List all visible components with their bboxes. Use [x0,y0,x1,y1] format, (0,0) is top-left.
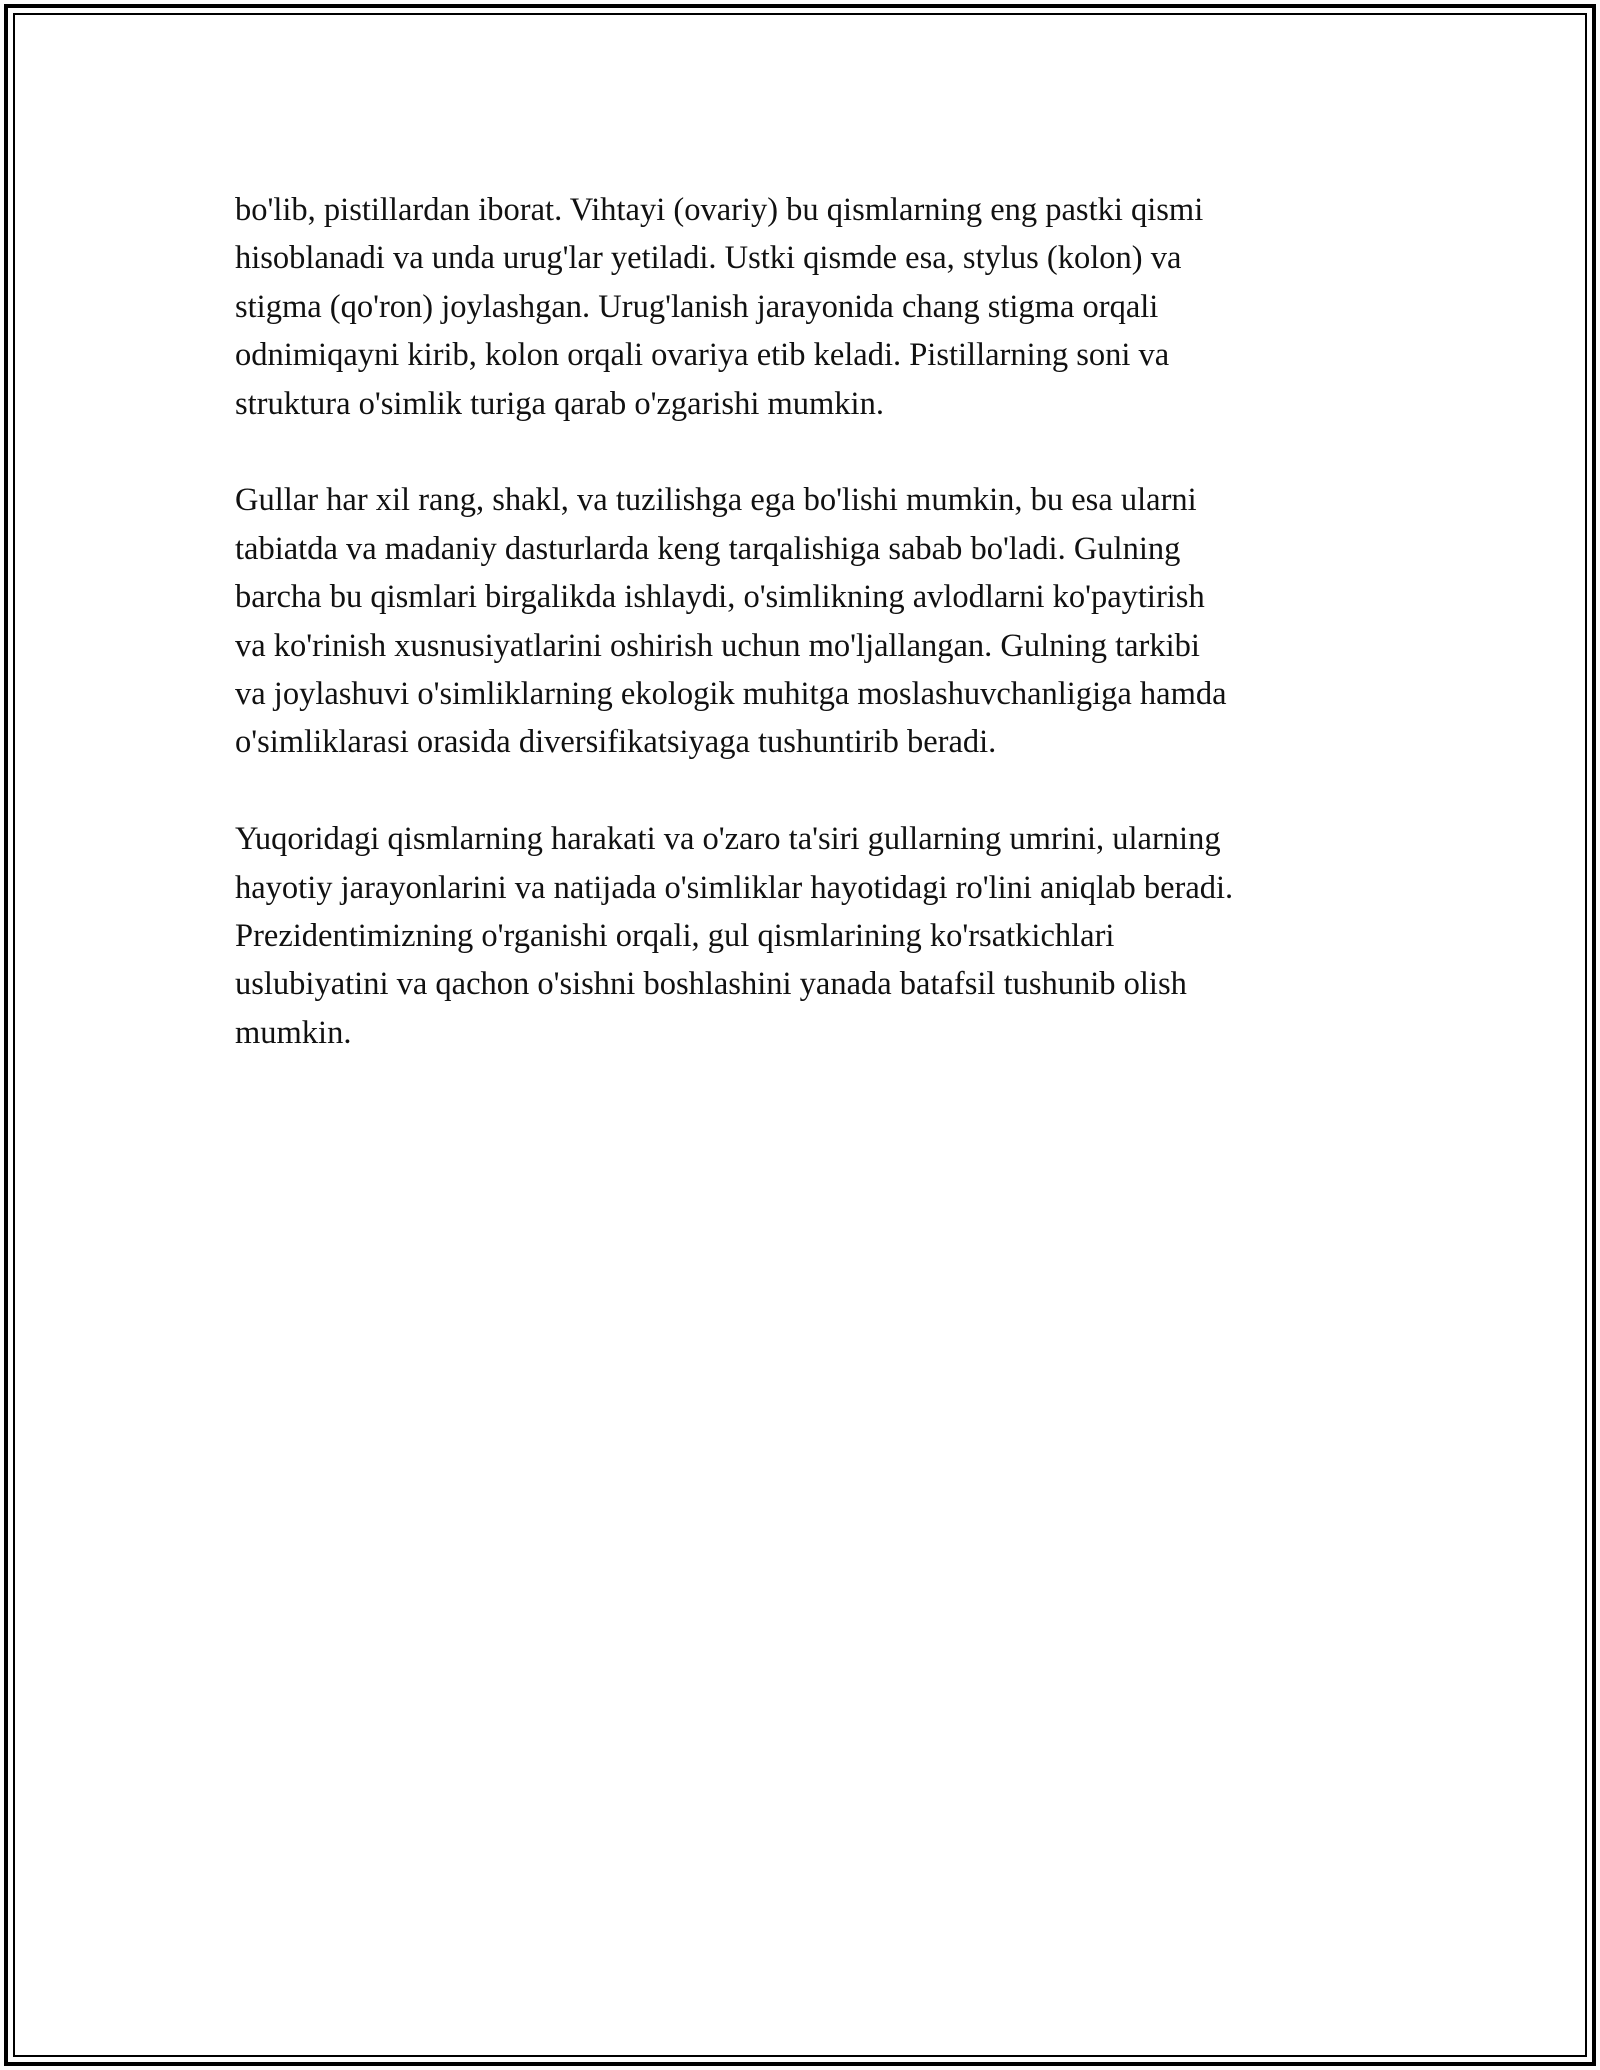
paragraph-line: Gullar har xil rang, shakl, va tuzilishga ega bo'lishi mumkin, bu esa ularni [235,482,1197,519]
paragraph-line: Prezidentimizning o'rganishi orqali, gul qismlarining ko'rsatkichlari [235,918,1115,955]
paragraph-line: uslubiyatini va qachon o'sishni boshlashini yanada batafsil tushunib olish [235,966,1187,1003]
paragraph-2 [235,476,1365,766]
paragraph-line: tabiatda va madaniy dasturlarda keng tarqalishiga sabab bo'ladi. Gulning [235,530,1181,567]
paragraph-line: o'simliklarasi orasida diversifikatsiyaga tushuntirib beradi. [235,724,997,761]
paragraph-line: hisoblanadi va unda urug'lar yetiladi. Ustki qismde esa, stylus (kolon) va [235,240,1182,277]
paragraph-line: stigma (qo'ron) joylashgan. Urug'lanish jarayonida chang stigma orqali [235,288,1159,325]
document-body [235,186,1365,1106]
paragraph-1 [235,186,1365,428]
paragraph-line: struktura o'simlik turiga qarab o'zgarishi mumkin. [235,385,884,422]
paragraph-line: barcha bu qismlari birgalikda ishlaydi, o'simlikning avlodlarni ko'paytirish [235,579,1205,616]
paragraph-line: va joylashuvi o'simliklarning ekologik muhitga moslashuvchanligiga hamda [235,676,1227,713]
paragraph-line: Yuqoridagi qismlarning harakati va o'zaro ta'siri gullarning umrini, ularning [235,821,1221,858]
paragraph-3 [235,815,1365,1057]
paragraph-line: hayotiy jarayonlarini va natijada o'simliklar hayotidagi ro'lini aniqlab beradi. [235,869,1234,906]
paragraph-line: odnimiqayni kirib, kolon orqali ovariya etib keladi. Pistillarning soni va [235,337,1170,374]
paragraph-line: va ko'rinish xusnusiyatlarini oshirish uchun mo'ljallangan. Gulning tarkibi [235,627,1200,664]
paragraph-line: bo'lib, pistillardan iborat. Vihtayi (ovariy) bu qismlarning eng pastki qismi [235,192,1204,228]
paragraph-line: mumkin. [235,1014,352,1051]
